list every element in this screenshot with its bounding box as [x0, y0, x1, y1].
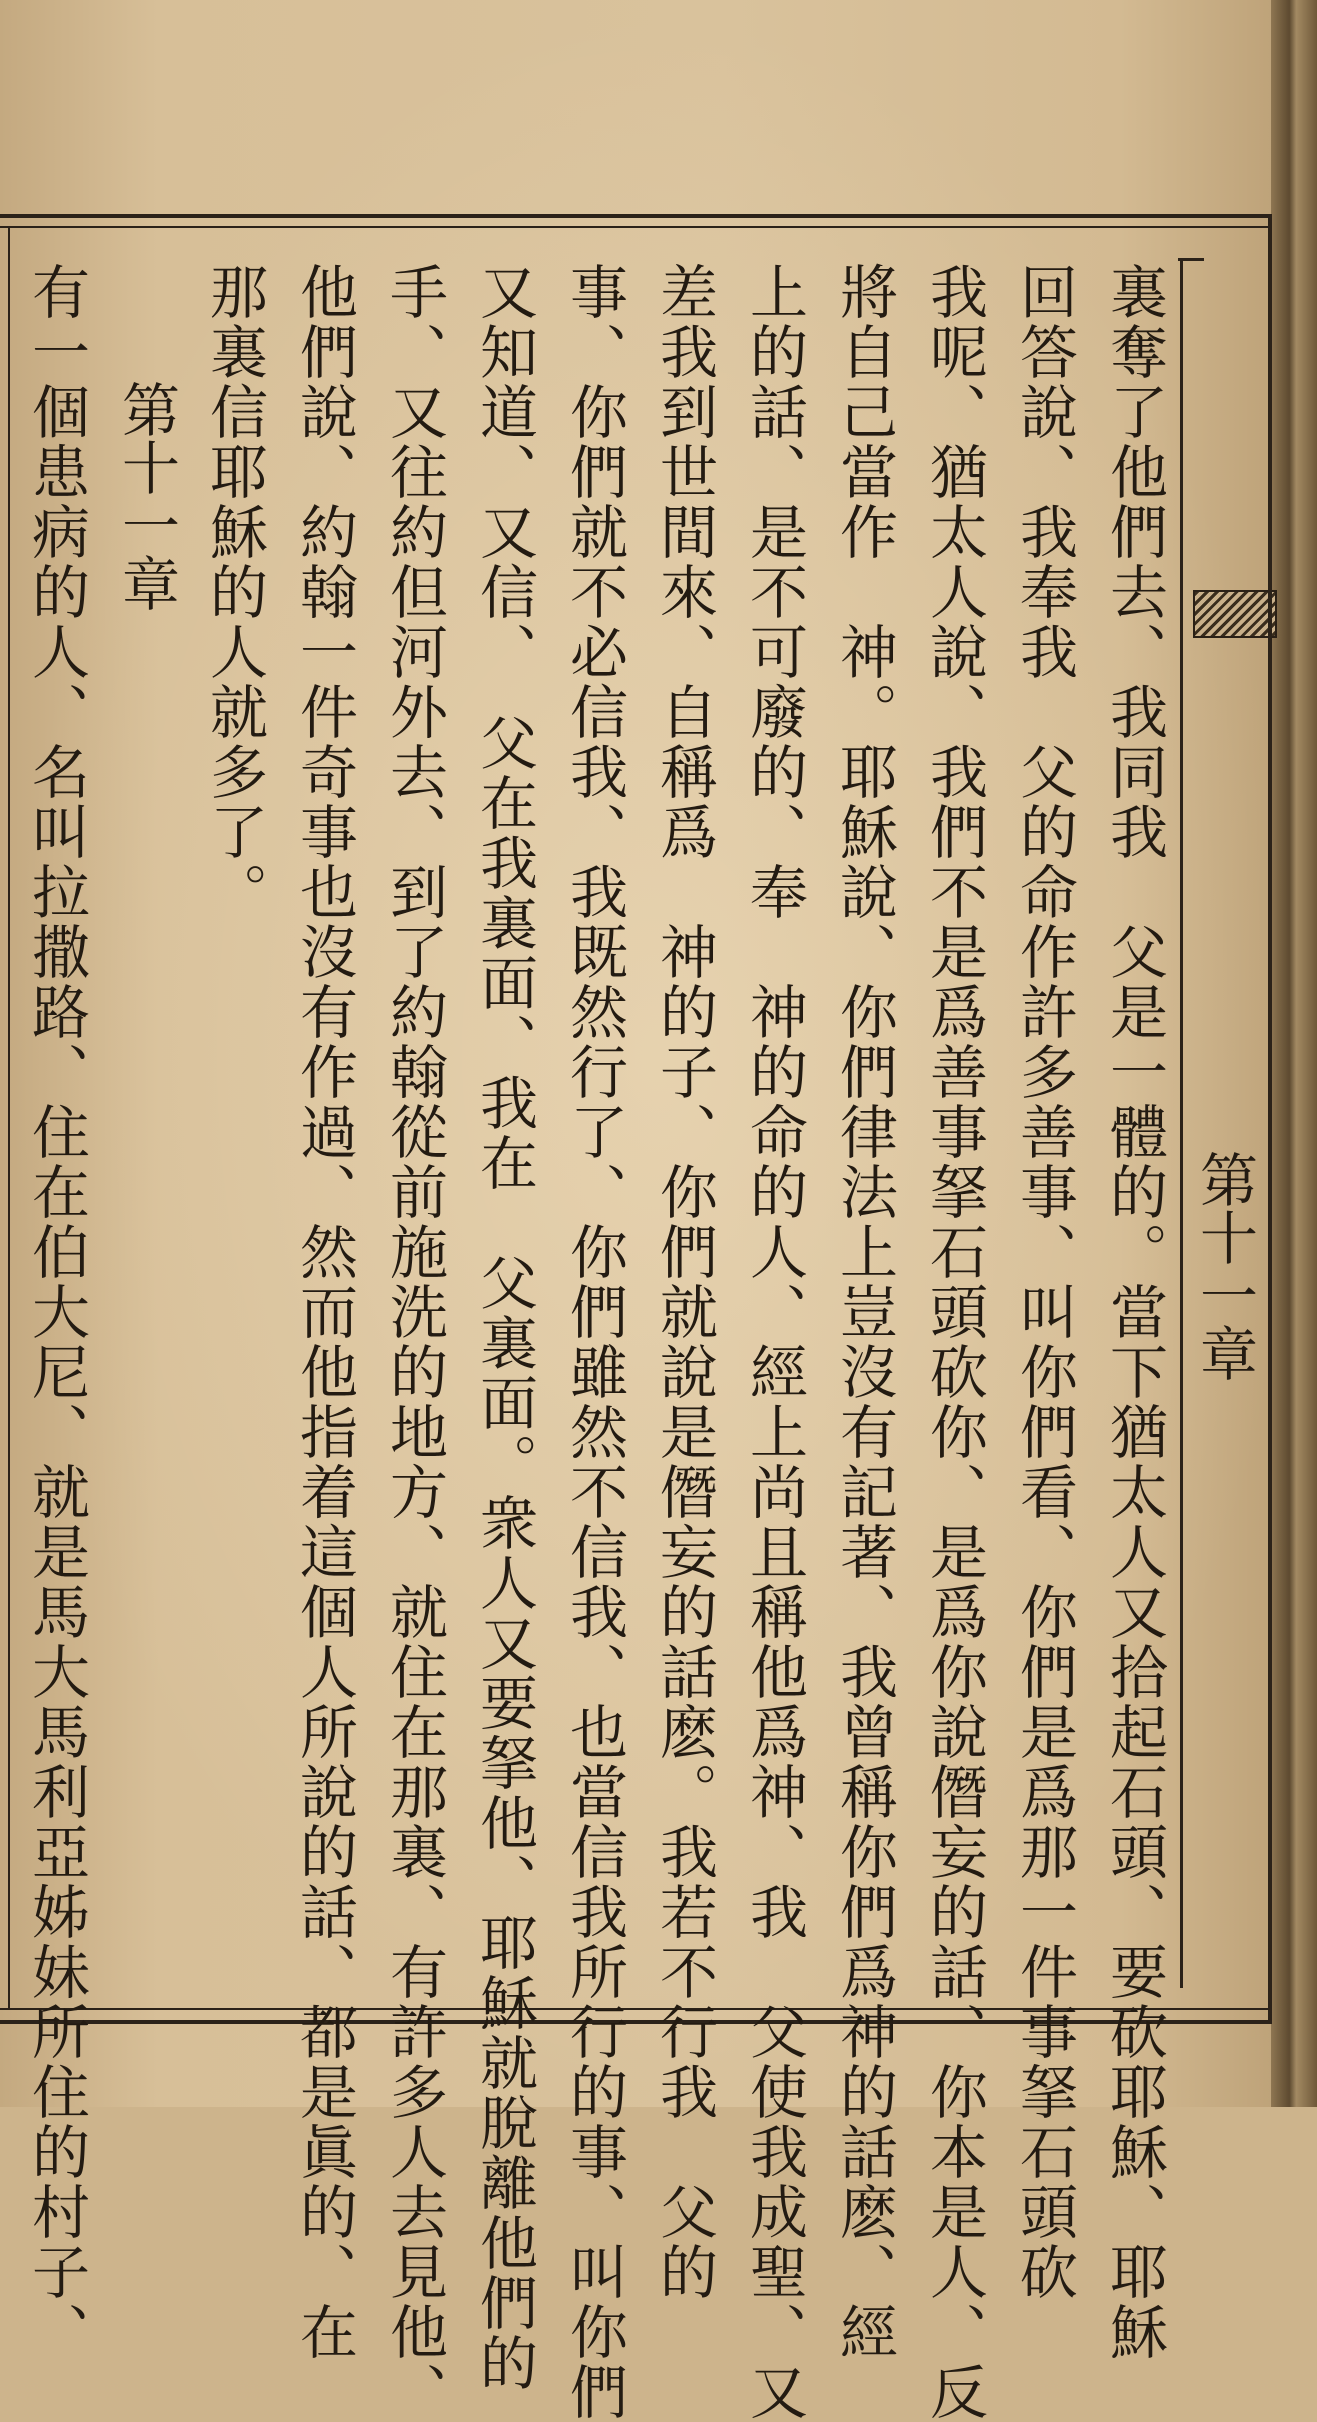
header-column-rule — [1180, 258, 1183, 1988]
corner-mark — [1178, 258, 1204, 261]
frame-right-border — [1268, 214, 1272, 2024]
text-column-9: 手、又往約但河外去、到了約翰從前施洗的地方、就住在那裏、有許多人去見他、 — [380, 262, 448, 2422]
text-column-8: 又知道、又信、 父在我裏面、我在 父裏面。衆人又要拏他、耶穌就脫離他們的 — [470, 262, 538, 2393]
frame-bottom-inner-border — [0, 2008, 1272, 2010]
running-header-chapter: 第十一章 — [1190, 1150, 1258, 1382]
text-column-2: 回答說、我奉我 父的命作許多善事、叫你們看、你們是爲那一件事拏石頭砍 — [1010, 262, 1078, 2302]
text-column-12: 有一個患病的人、名叫拉撒路、住在伯大尼、就是馬大馬利亞姊妹所住的村子、 — [22, 262, 90, 2362]
text-column-5: 上的話、是不可廢的、奉 神的命的人、經上尚且稱他爲神、我 父使我成聖、又 — [740, 262, 808, 2422]
text-column-11: 那裏信耶穌的人就多了。 — [200, 262, 268, 922]
book-spine-edge — [1271, 0, 1317, 2107]
text-column-10: 他們說、約翰一件奇事也沒有作過、然而他指着這個人所說的話、都是眞的、在 — [290, 262, 358, 2362]
text-column-1: 裏奪了他們去、我同我 父是一體的。當下猶太人又拾起石頭、要砍耶穌、耶穌 — [1100, 262, 1168, 2362]
text-column-6: 差我到世間來、自稱爲 神的子、你們就說是僭妄的話麽。我若不行我 父的 — [650, 262, 718, 2302]
frame-top-border — [0, 214, 1272, 218]
text-column-3: 我呢、猶太人說、我們不是爲善事拏石頭砍你、是爲你說僭妄的話、你本是人、反 — [920, 262, 988, 2422]
text-column-7: 事、你們就不必信我、我既然行了、你們雖然不信我、也當信我所行的事、叫你們 — [560, 262, 628, 2422]
frame-bottom-border — [0, 2020, 1272, 2024]
frame-left-border — [8, 226, 10, 2010]
page-tab-marker — [1193, 590, 1277, 638]
chapter-heading: 第十一章 — [112, 380, 180, 612]
text-column-4: 將自己當作 神。耶穌說、你們律法上豈沒有記著、我曾稱你們爲神的話麽、經 — [830, 262, 898, 2362]
frame-top-inner-border — [0, 226, 1272, 228]
